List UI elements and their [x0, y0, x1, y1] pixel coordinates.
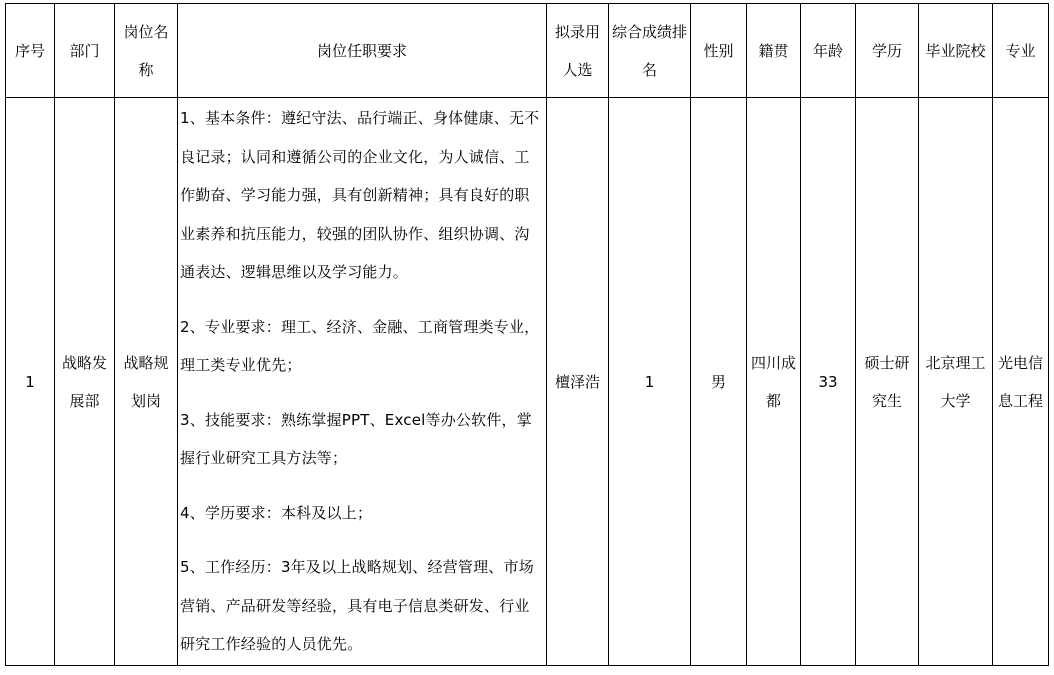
- cell-origin: 四川成都: [747, 98, 801, 666]
- cell-no: 1: [6, 98, 55, 666]
- header-no: 序号: [6, 4, 55, 98]
- header-gender: 性别: [691, 4, 747, 98]
- cell-candidate: 檀泽浩: [547, 98, 609, 666]
- cell-age: 33: [801, 98, 856, 666]
- header-school: 毕业院校: [919, 4, 993, 98]
- cell-school: 北京理工大学: [919, 98, 993, 666]
- cell-position: 战略规划岗: [115, 98, 178, 666]
- header-origin: 籍贯: [747, 4, 801, 98]
- requirement-experience: 5、工作经历：3年及以上战略规划、经营管理、市场营销、产品研发等经验，具有电子信息类研发、行业研究工作经验的人员优先。: [180, 558, 534, 654]
- cell-gender: 男: [691, 98, 747, 666]
- cell-rank: 1: [609, 98, 691, 666]
- header-candidate: 拟录用人选: [547, 4, 609, 98]
- cell-major: 光电信息工程: [993, 98, 1049, 666]
- requirement-education: 4、学历要求：本科及以上；: [180, 503, 373, 522]
- table-row: [6, 98, 1049, 666]
- requirement-skills: 3、技能要求：熟练掌握PPT、Excel等办公软件，掌握行业研究工具方法等；: [180, 410, 532, 468]
- header-rank: 综合成绩排名: [609, 4, 691, 98]
- header-position: 岗位名称: [115, 4, 178, 98]
- header-row: [6, 4, 1049, 98]
- recruitment-table: [5, 3, 1049, 666]
- header-dept: 部门: [55, 4, 115, 98]
- cell-education: 硕士研究生: [856, 98, 919, 666]
- header-requirements: 岗位任职要求: [178, 4, 547, 98]
- cell-requirements: [178, 98, 547, 666]
- header-education: 学历: [856, 4, 919, 98]
- header-age: 年龄: [801, 4, 856, 98]
- requirement-basic: 1、基本条件：遵纪守法、品行端正、身体健康、无不良记录；认同和遵循公司的企业文化，为人诚信、工作勤奋、学习能力强，具有创新精神；具有良好的职业素养和抗压能力，较强的团队协作、组织协调、沟通表达、逻辑思维以及学习能力。: [180, 109, 540, 282]
- requirement-major: 2、专业要求：理工、经济、金融、工商管理类专业，理工类专业优先；: [180, 317, 540, 375]
- cell-dept: 战略发展部: [55, 98, 115, 666]
- header-major: 专业: [993, 4, 1049, 98]
